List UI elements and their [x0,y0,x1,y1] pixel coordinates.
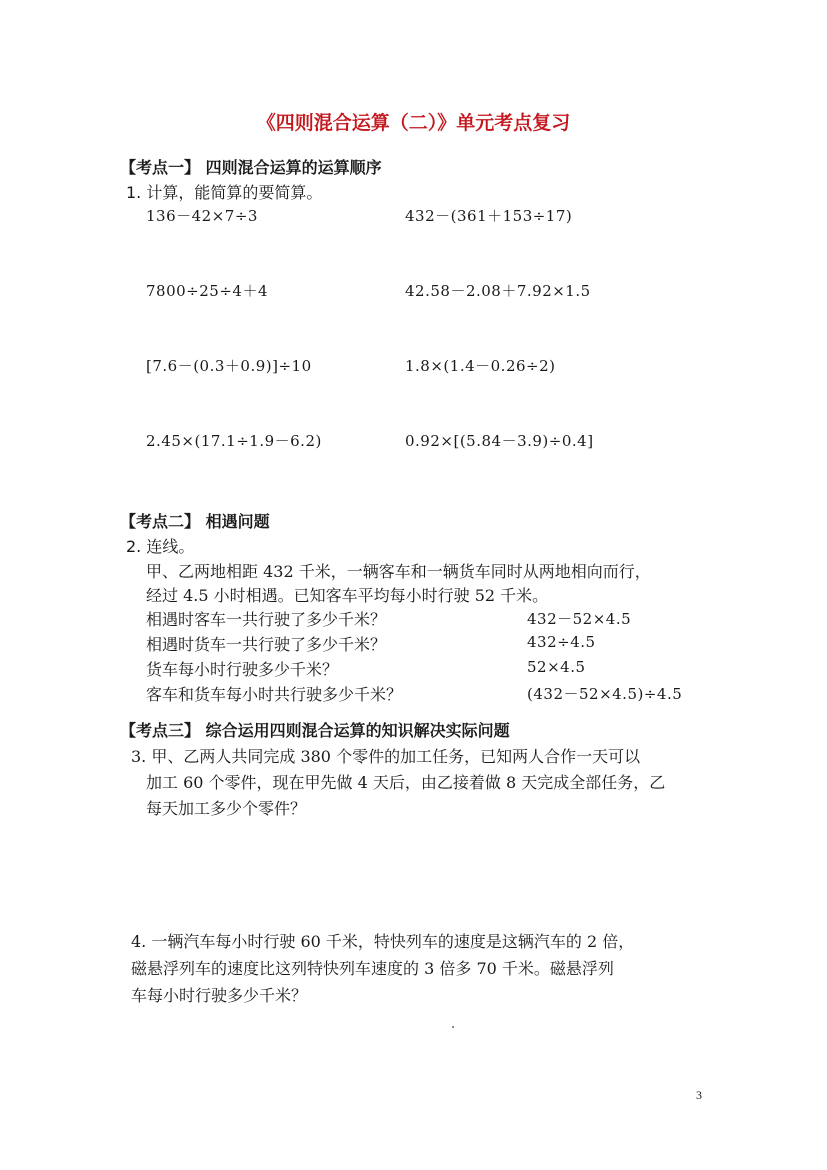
expression-5: [7.6－(0.3＋0.9)]÷10 [146,357,312,375]
expression-8: 0.92×[(5.84－3.9)÷0.4] [405,432,594,450]
match-right-item: 432－52×4.5 [527,610,632,628]
section-heading-1: 【考点一】 四则混合运算的运算顺序 [120,158,382,177]
question-4-line: 4. 一辆汽车每小时行驶 60 千米，特快列车的速度是这辆汽车的 2 倍， [131,932,635,951]
question-2-stem-line: 经过 4.5 小时相遇。已知客车平均每小时行驶 52 千米。 [146,586,549,605]
expression-4: 42.58－2.08＋7.92×1.5 [405,282,591,300]
expression-6: 1.8×(1.4－0.26÷2) [405,357,556,375]
question-4-line: 磁悬浮列车的速度比这列特快列车速度的 3 倍多 70 千米。磁悬浮列 [131,959,614,978]
expression-7: 2.45×(17.1÷1.9－6.2) [146,432,322,450]
question-3-line: 3. 甲、乙两人共同完成 380 个零件的加工任务，已知两人合作一天可以 [131,747,641,766]
question-4-line: 车每小时行驶多少千米？ [131,986,308,1005]
question-2: 2. 连线。 [126,537,195,556]
page-title: 《四则混合运算（二）》单元考点复习 [256,112,571,134]
match-left-item: 相遇时客车一共行驶了多少千米？ [146,610,387,629]
section-heading-2: 【考点二】 相遇问题 [120,512,270,531]
match-left-item: 相遇时货车一共行驶了多少千米？ [146,635,387,654]
question-3-line: 每天加工多少个零件？ [146,799,307,818]
scan-speck [452,1026,454,1028]
question-3-line: 加工 60 个零件，现在甲先做 4 天后，由乙接着做 8 天完成全部任务，乙 [146,773,666,792]
expression-2: 432－(361＋153÷17) [405,207,573,225]
question-2-stem-line: 甲、乙两地相距 432 千米，一辆客车和一辆货车同时从两地相向而行， [146,562,651,581]
page-number: 3 [696,1088,702,1102]
match-left-item: 货车每小时行驶多少千米？ [146,660,339,679]
question-1: 1. 计算，能简算的要简算。 [126,183,323,202]
match-right-item: (432－52×4.5)÷4.5 [527,685,683,703]
expression-1: 136－42×7÷3 [146,207,258,225]
expression-3: 7800÷25÷4＋4 [146,282,268,300]
match-right-item: 52×4.5 [527,658,586,676]
match-left-item: 客车和货车每小时共行驶多少千米？ [146,685,403,704]
match-right-item: 432÷4.5 [527,633,596,651]
section-heading-3: 【考点三】 综合运用四则混合运算的知识解决实际问题 [120,721,510,740]
